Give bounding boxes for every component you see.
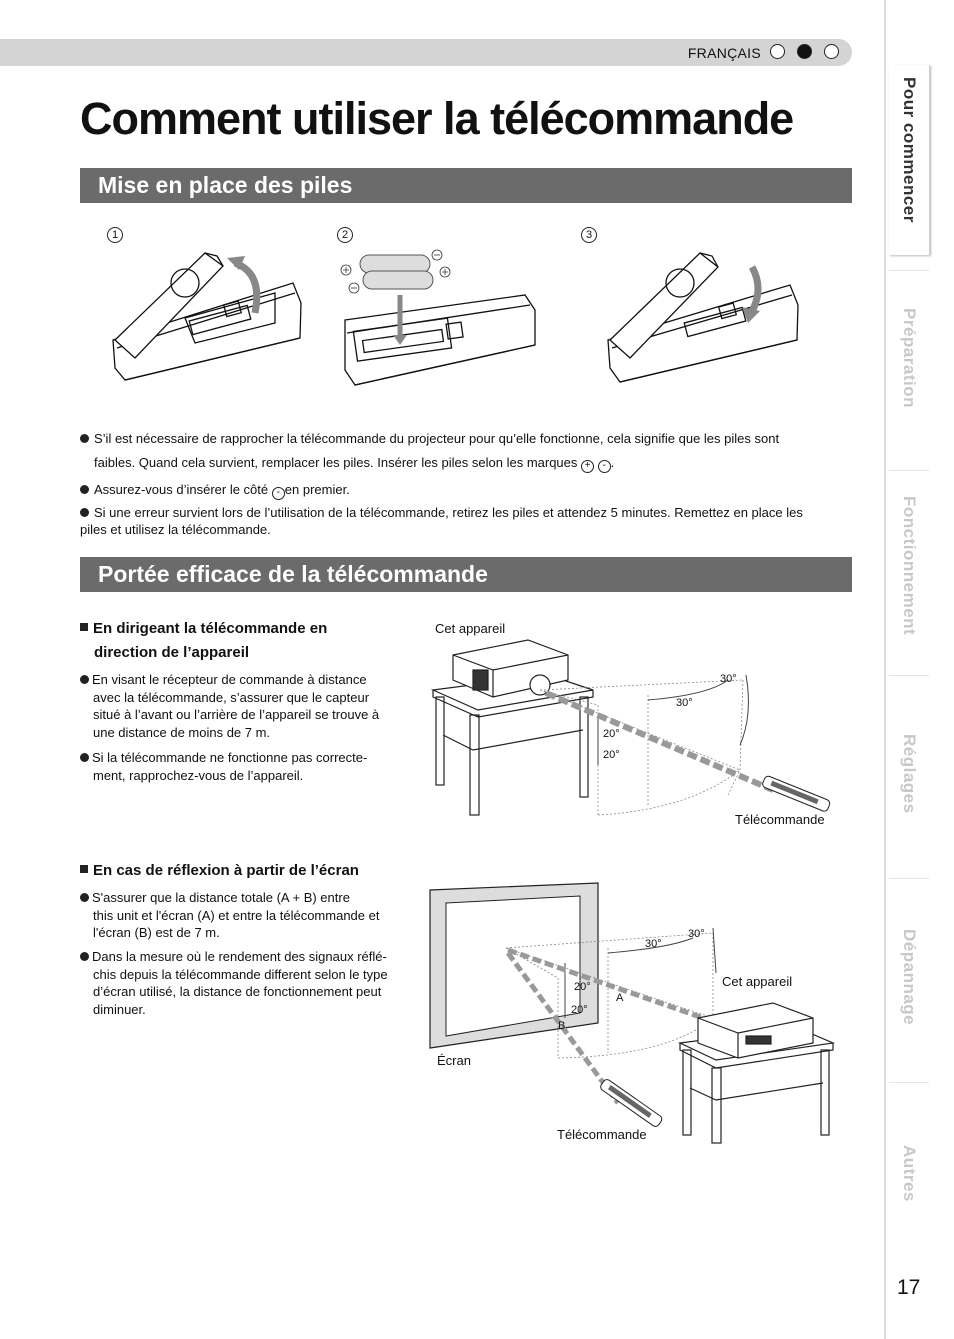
tab-fonctionnement[interactable]: Fonctionnement bbox=[889, 470, 929, 671]
step-number-3: 3 bbox=[581, 227, 597, 243]
bullet-text: en premier. bbox=[284, 482, 350, 497]
battery-step-1-illustration bbox=[105, 248, 305, 383]
body-text: this unit et l'écran (A) et entre la télécommande et bbox=[93, 907, 380, 923]
body-text: une distance de moins de 7 m. bbox=[93, 724, 271, 740]
plus-icon: + bbox=[581, 460, 594, 473]
language-indicator-dot bbox=[770, 44, 785, 59]
bullet-text: S’il est nécessaire de rapprocher la télécommande du projecteur pour qu’elle fonctionne, cela signifie que les piles sont bbox=[94, 431, 780, 446]
body-text: situé à l’avant ou l’arrière de l’appareil se trouve à bbox=[93, 707, 380, 722]
direct-range-diagram bbox=[428, 635, 838, 820]
angle-label: 30° bbox=[645, 938, 662, 950]
reflection-range-diagram bbox=[428, 878, 838, 1148]
subheading: En dirigeant la télécommande en bbox=[93, 620, 328, 637]
bullet-icon bbox=[80, 952, 89, 961]
figure-label-remote: Télécommande bbox=[557, 1127, 647, 1142]
angle-label: 30° bbox=[720, 673, 737, 685]
angle-label: 30° bbox=[676, 697, 693, 709]
subheading: direction de l’appareil bbox=[94, 644, 250, 661]
body-text: diminuer. bbox=[93, 1001, 146, 1017]
distance-label-a: A bbox=[616, 992, 624, 1004]
body-text: avec la télécommande, s’assurer que le capteur bbox=[93, 689, 370, 705]
bullet-icon bbox=[80, 485, 89, 494]
angle-label: 20° bbox=[603, 728, 620, 740]
battery-step-2-illustration bbox=[335, 245, 545, 390]
bullet-text: piles et utilisez la télécommande. bbox=[80, 522, 271, 537]
body-text: Si la télécommande ne fonctionne pas correcte- bbox=[92, 750, 368, 765]
tab-depannage[interactable]: Dépannage bbox=[889, 878, 929, 1079]
step-number-2: 2 bbox=[337, 227, 353, 243]
figure-label-device: Cet appareil bbox=[722, 974, 793, 989]
section-title: Portée efficace de la télécommande bbox=[98, 561, 488, 587]
bullet-text: Si une erreur survient lors de l’utilisation de la télécommande, retirez les piles et attendez 5 minutes. Remettez en place les bbox=[94, 505, 803, 520]
page-number: 17 bbox=[897, 1276, 921, 1299]
figure-label-device: Cet appareil bbox=[435, 621, 506, 636]
tab-reglages[interactable]: Réglages bbox=[889, 675, 929, 876]
section-header-batteries bbox=[80, 168, 852, 203]
battery-step-3-illustration bbox=[600, 245, 805, 385]
minus-icon: - bbox=[272, 487, 285, 500]
body-text: Dans la mesure où le rendement des signaux réflé- bbox=[92, 949, 387, 964]
distance-label-b: B bbox=[558, 1020, 566, 1032]
bullet-icon bbox=[80, 893, 89, 902]
body-text: S'assurer que la distance totale (A + B) entre bbox=[92, 890, 350, 905]
tab-preparation[interactable]: Préparation bbox=[889, 270, 929, 466]
language-label: FRANÇAIS bbox=[687, 45, 761, 61]
language-indicator-dot bbox=[824, 44, 839, 59]
body-text: d’écran utilisé, la distance de fonctionnement peut bbox=[93, 984, 382, 999]
body-text: l'écran (B) est de 7 m. bbox=[93, 925, 220, 940]
angle-label: 30° bbox=[688, 928, 705, 940]
body-text: ment, rapprochez-vous de l’appareil. bbox=[93, 767, 304, 783]
page-title: Comment utiliser la télécommande bbox=[80, 93, 794, 144]
bullet-icon bbox=[80, 753, 89, 762]
angle-label: 20° bbox=[571, 1004, 588, 1016]
body-text: chis depuis la télécommande different selon le type bbox=[93, 966, 388, 982]
subheading: En cas de réflexion à partir de l’écran bbox=[93, 862, 359, 879]
bullet-icon bbox=[80, 508, 89, 517]
tab-pour-commencer[interactable]: Pour commencer bbox=[889, 65, 930, 255]
bullet-icon bbox=[80, 434, 89, 443]
bullet-text: faibles. Quand cela survient, remplacer les piles. Insérer les piles selon les marques bbox=[94, 455, 578, 470]
figure-label-remote: Télécommande bbox=[735, 812, 825, 827]
side-divider bbox=[884, 0, 886, 1339]
minus-icon: - bbox=[598, 460, 611, 473]
tab-autres[interactable]: Autres bbox=[889, 1082, 929, 1273]
angle-label: 20° bbox=[603, 749, 620, 761]
section-header-range bbox=[80, 557, 852, 592]
section-title: Mise en place des piles bbox=[98, 172, 353, 198]
body-text: En visant le récepteur de commande à distance bbox=[92, 672, 367, 687]
bullet-text: Assurez-vous d’insérer le côté bbox=[94, 482, 269, 497]
square-bullet-icon bbox=[80, 865, 88, 873]
bullet-icon bbox=[80, 675, 89, 684]
figure-label-screen: Écran bbox=[437, 1053, 471, 1068]
angle-label: 20° bbox=[574, 981, 591, 993]
step-number-1: 1 bbox=[107, 227, 123, 243]
square-bullet-icon bbox=[80, 623, 88, 631]
language-indicator-dot-active bbox=[797, 44, 812, 59]
